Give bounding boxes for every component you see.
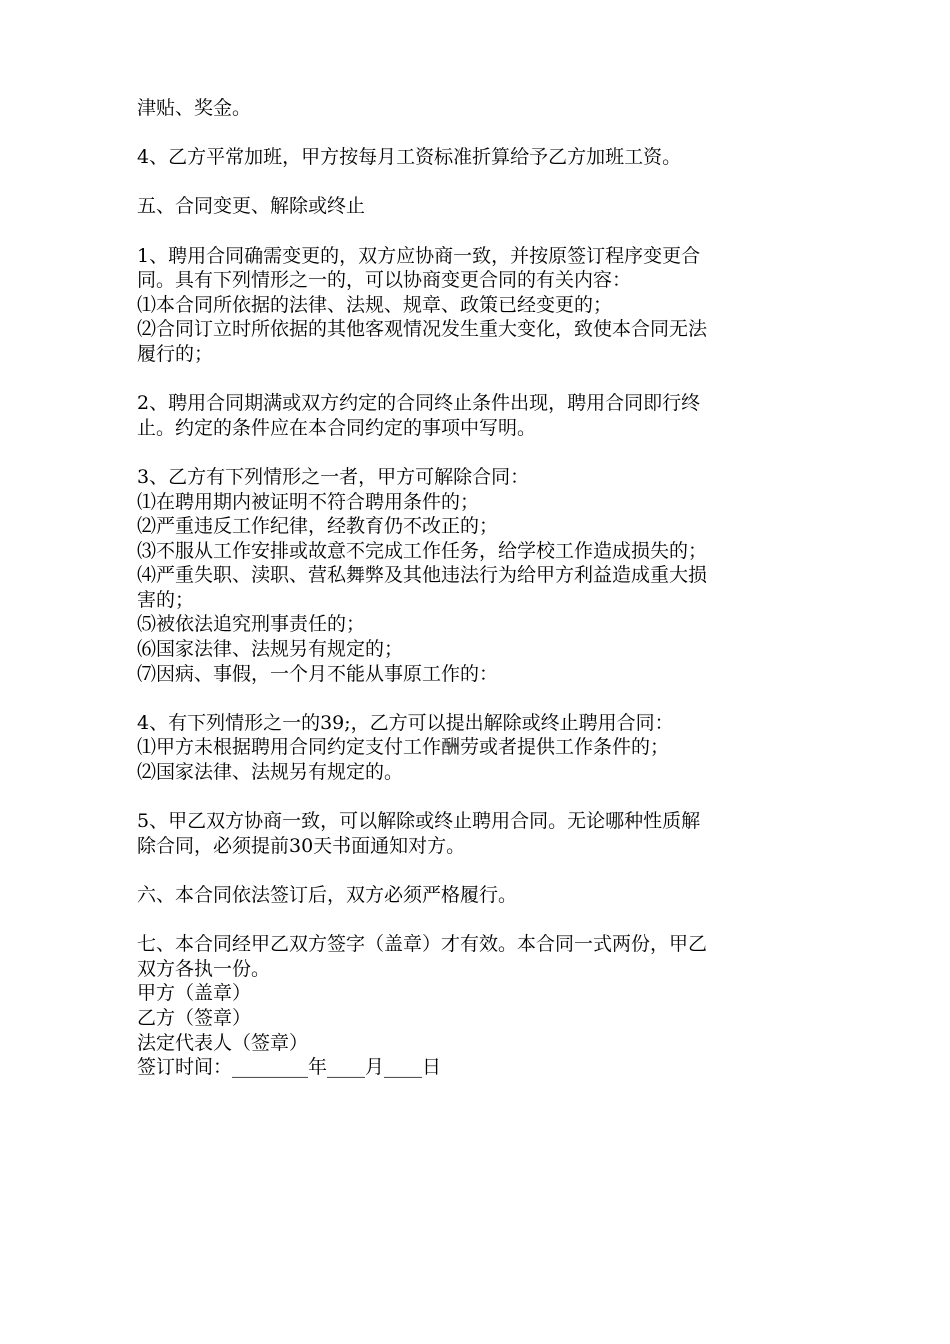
text-line: 4、有下列情形之一的39;，乙方可以提出解除或终止聘用合同： <box>137 711 674 734</box>
text-line: 5、甲乙双方协商一致，可以解除或终止聘用合同。无论哪种性质解 <box>137 810 701 833</box>
text-line: 双方各执一份。 <box>137 957 271 980</box>
clause-employer-termination <box>137 465 815 686</box>
clause-mutual-termination <box>137 809 815 858</box>
text-line: 4、乙方平常加班，甲方按每月工资标准折算给予乙方加班工资。 <box>137 146 682 169</box>
legal-representative-signature: 法定代表人（签章） <box>137 1031 309 1054</box>
text-line: 六、本合同依法签订后，双方必须严格履行。 <box>137 884 518 906</box>
text-line: 履行的； <box>137 342 214 365</box>
clause-employee-termination <box>137 711 815 785</box>
list-item: ⑵合同订立时所依据的其他客观情况发生重大变化，致使本合同无法 <box>137 318 708 341</box>
list-item: ⑸被依法追究刑事责任的； <box>137 613 366 636</box>
party-a-seal: 甲方（盖章） <box>137 982 252 1005</box>
clause-expiry <box>137 391 815 440</box>
section-heading-change-termination <box>137 194 815 219</box>
section-seven-signatures <box>137 932 815 1080</box>
list-item: ⑴在聘用期内被证明不符合聘用条件的； <box>137 490 480 513</box>
party-b-signature: 乙方（签章） <box>137 1006 252 1029</box>
text-line: 止。约定的条件应在本合同约定的事项中写明。 <box>137 416 537 439</box>
list-item: ⑴本合同所依据的法律、法规、规章、政策已经变更的； <box>137 293 613 316</box>
list-item: ⑴甲方未根据聘用合同约定支付工作酬劳或者提供工作条件的； <box>137 736 670 759</box>
list-item: ⑺因病、事假，一个月不能从事原工作的： <box>137 662 499 685</box>
text-line: 1、聘用合同确需变更的，双方应协商一致，并按原签订程序变更合 <box>137 244 701 267</box>
text-line: 除合同，必须提前30天书面通知对方。 <box>137 834 466 857</box>
clause-change <box>137 244 815 367</box>
text-line: 2、聘用合同期满或双方约定的合同终止条件出现，聘用合同即行终 <box>137 392 701 415</box>
text-line: 害的； <box>137 588 195 611</box>
list-item: ⑹国家法律、法规另有规定的； <box>137 638 404 661</box>
text-line: 同。具有下列情形之一的，可以协商变更合同的有关内容： <box>137 269 632 292</box>
text-line: 3、乙方有下列情形之一者，甲方可解除合同： <box>137 465 530 488</box>
text-line: 七、本合同经甲乙双方签字（盖章）才有效。本合同一式两份，甲乙 <box>137 933 708 956</box>
paragraph-allowance <box>137 96 815 121</box>
list-item: ⑷严重失职、渎职、营私舞弊及其他违法行为给甲方利益造成重大损 <box>137 564 708 587</box>
text-line: 津贴、奖金。 <box>137 97 252 119</box>
section-six <box>137 883 815 908</box>
signing-date: 签订时间：________年____月____日 <box>137 1056 442 1079</box>
section-heading: 五、合同变更、解除或终止 <box>137 195 366 218</box>
contract-page <box>137 96 815 1080</box>
list-item: ⑵严重违反工作纪律，经教育仍不改正的； <box>137 515 499 538</box>
list-item: ⑵国家法律、法规另有规定的。 <box>137 761 404 784</box>
paragraph-overtime <box>137 145 815 170</box>
list-item: ⑶不服从工作安排或故意不完成工作任务，给学校工作造成损失的； <box>137 539 708 562</box>
